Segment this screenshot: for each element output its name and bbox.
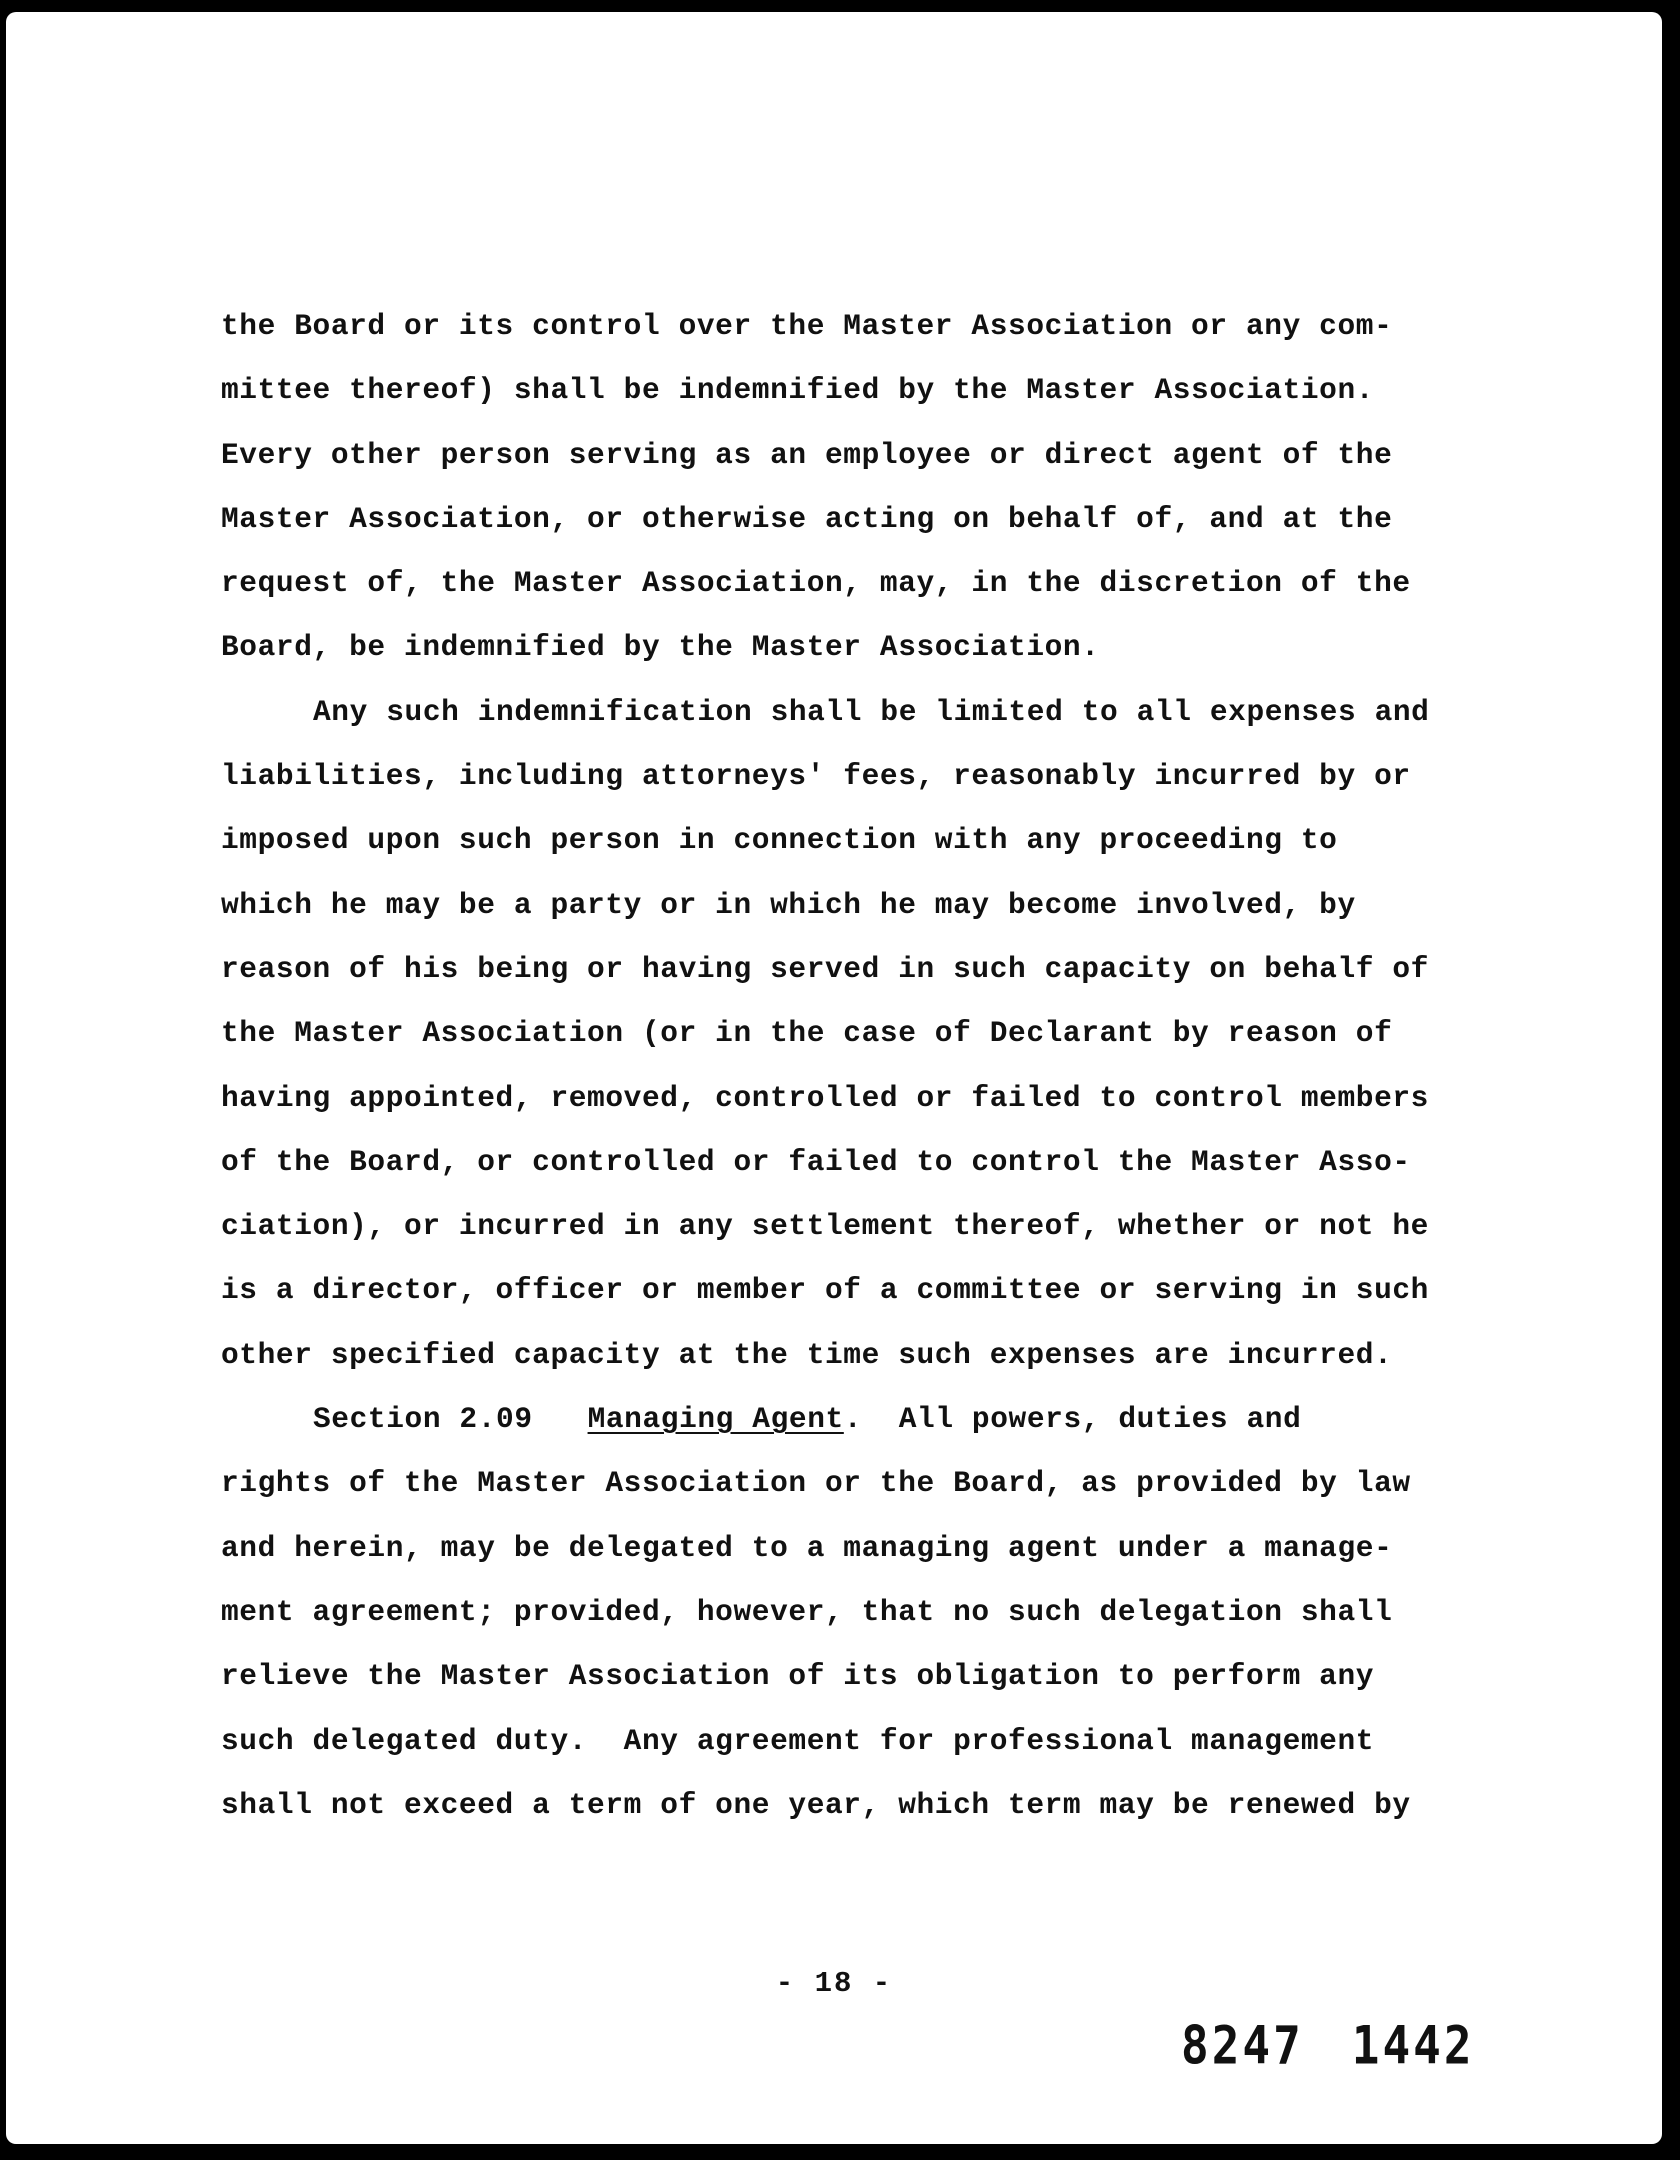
document-body — [221, 294, 1521, 1837]
body-line: which he may be a party or in which he may become involved, by — [221, 887, 1356, 922]
book-page-stamp — [1181, 2014, 1475, 2076]
body-line: ment agreement; provided, however, that no such delegation shall — [221, 1594, 1393, 1629]
body-line: other specified capacity at the time such expenses are incurred. — [221, 1337, 1393, 1372]
body-line: shall not exceed a term of one year, which term may be renewed by — [221, 1787, 1411, 1822]
body-line: having appointed, removed, controlled or failed to control members — [221, 1080, 1429, 1115]
body-line: imposed upon such person in connection with any proceeding to — [221, 823, 1338, 858]
body-line: mittee thereof) shall be indemnified by the Master Association. — [221, 373, 1375, 408]
body-line: the Master Association (or in the case of Declarant by reason of — [221, 1016, 1393, 1051]
body-line: relieve the Master Association of its obligation to perform any — [221, 1659, 1375, 1694]
body-line: is a director, officer or member of a committee or serving in such — [221, 1273, 1429, 1308]
body-line: of the Board, or controlled or failed to control the Master Asso- — [221, 1144, 1411, 1179]
body-line: ciation), or incurred in any settlement thereof, whether or not he — [221, 1209, 1429, 1244]
body-line: the Board or its control over the Master Association or any com- — [221, 309, 1393, 343]
body-line: request of, the Master Association, may, in the discretion of the — [221, 566, 1411, 601]
section-heading-line — [221, 1387, 1521, 1451]
stamp-page-number: 1442 — [1351, 2014, 1475, 2077]
body-line: reason of his being or having served in such capacity on behalf of — [221, 951, 1429, 986]
body-line: rights of the Master Association or the Board, as provided by law — [221, 1466, 1411, 1501]
section-heading-rest: . All powers, duties and — [843, 1402, 1302, 1437]
document-page — [6, 12, 1662, 2144]
body-line: such delegated duty. Any agreement for professional management — [221, 1723, 1375, 1758]
body-line: Every other person serving as an employee or direct agent of the — [221, 437, 1393, 472]
body-line: liabilities, including attorneys' fees, reasonably incurred by or — [221, 759, 1411, 794]
page-number: - 18 - — [775, 1967, 893, 2000]
body-line: Any such indemnification shall be limited to all expenses and — [313, 694, 1430, 729]
section-number: Section 2.09 — [313, 1402, 533, 1437]
body-line: and herein, may be delegated to a managing agent under a manage- — [221, 1530, 1393, 1565]
stamp-book-number: 8247 — [1181, 2014, 1304, 2077]
section-title: Managing Agent — [587, 1402, 844, 1437]
body-line: Board, be indemnified by the Master Association. — [221, 630, 1100, 665]
body-line: Master Association, or otherwise acting on behalf of, and at the — [221, 501, 1393, 536]
